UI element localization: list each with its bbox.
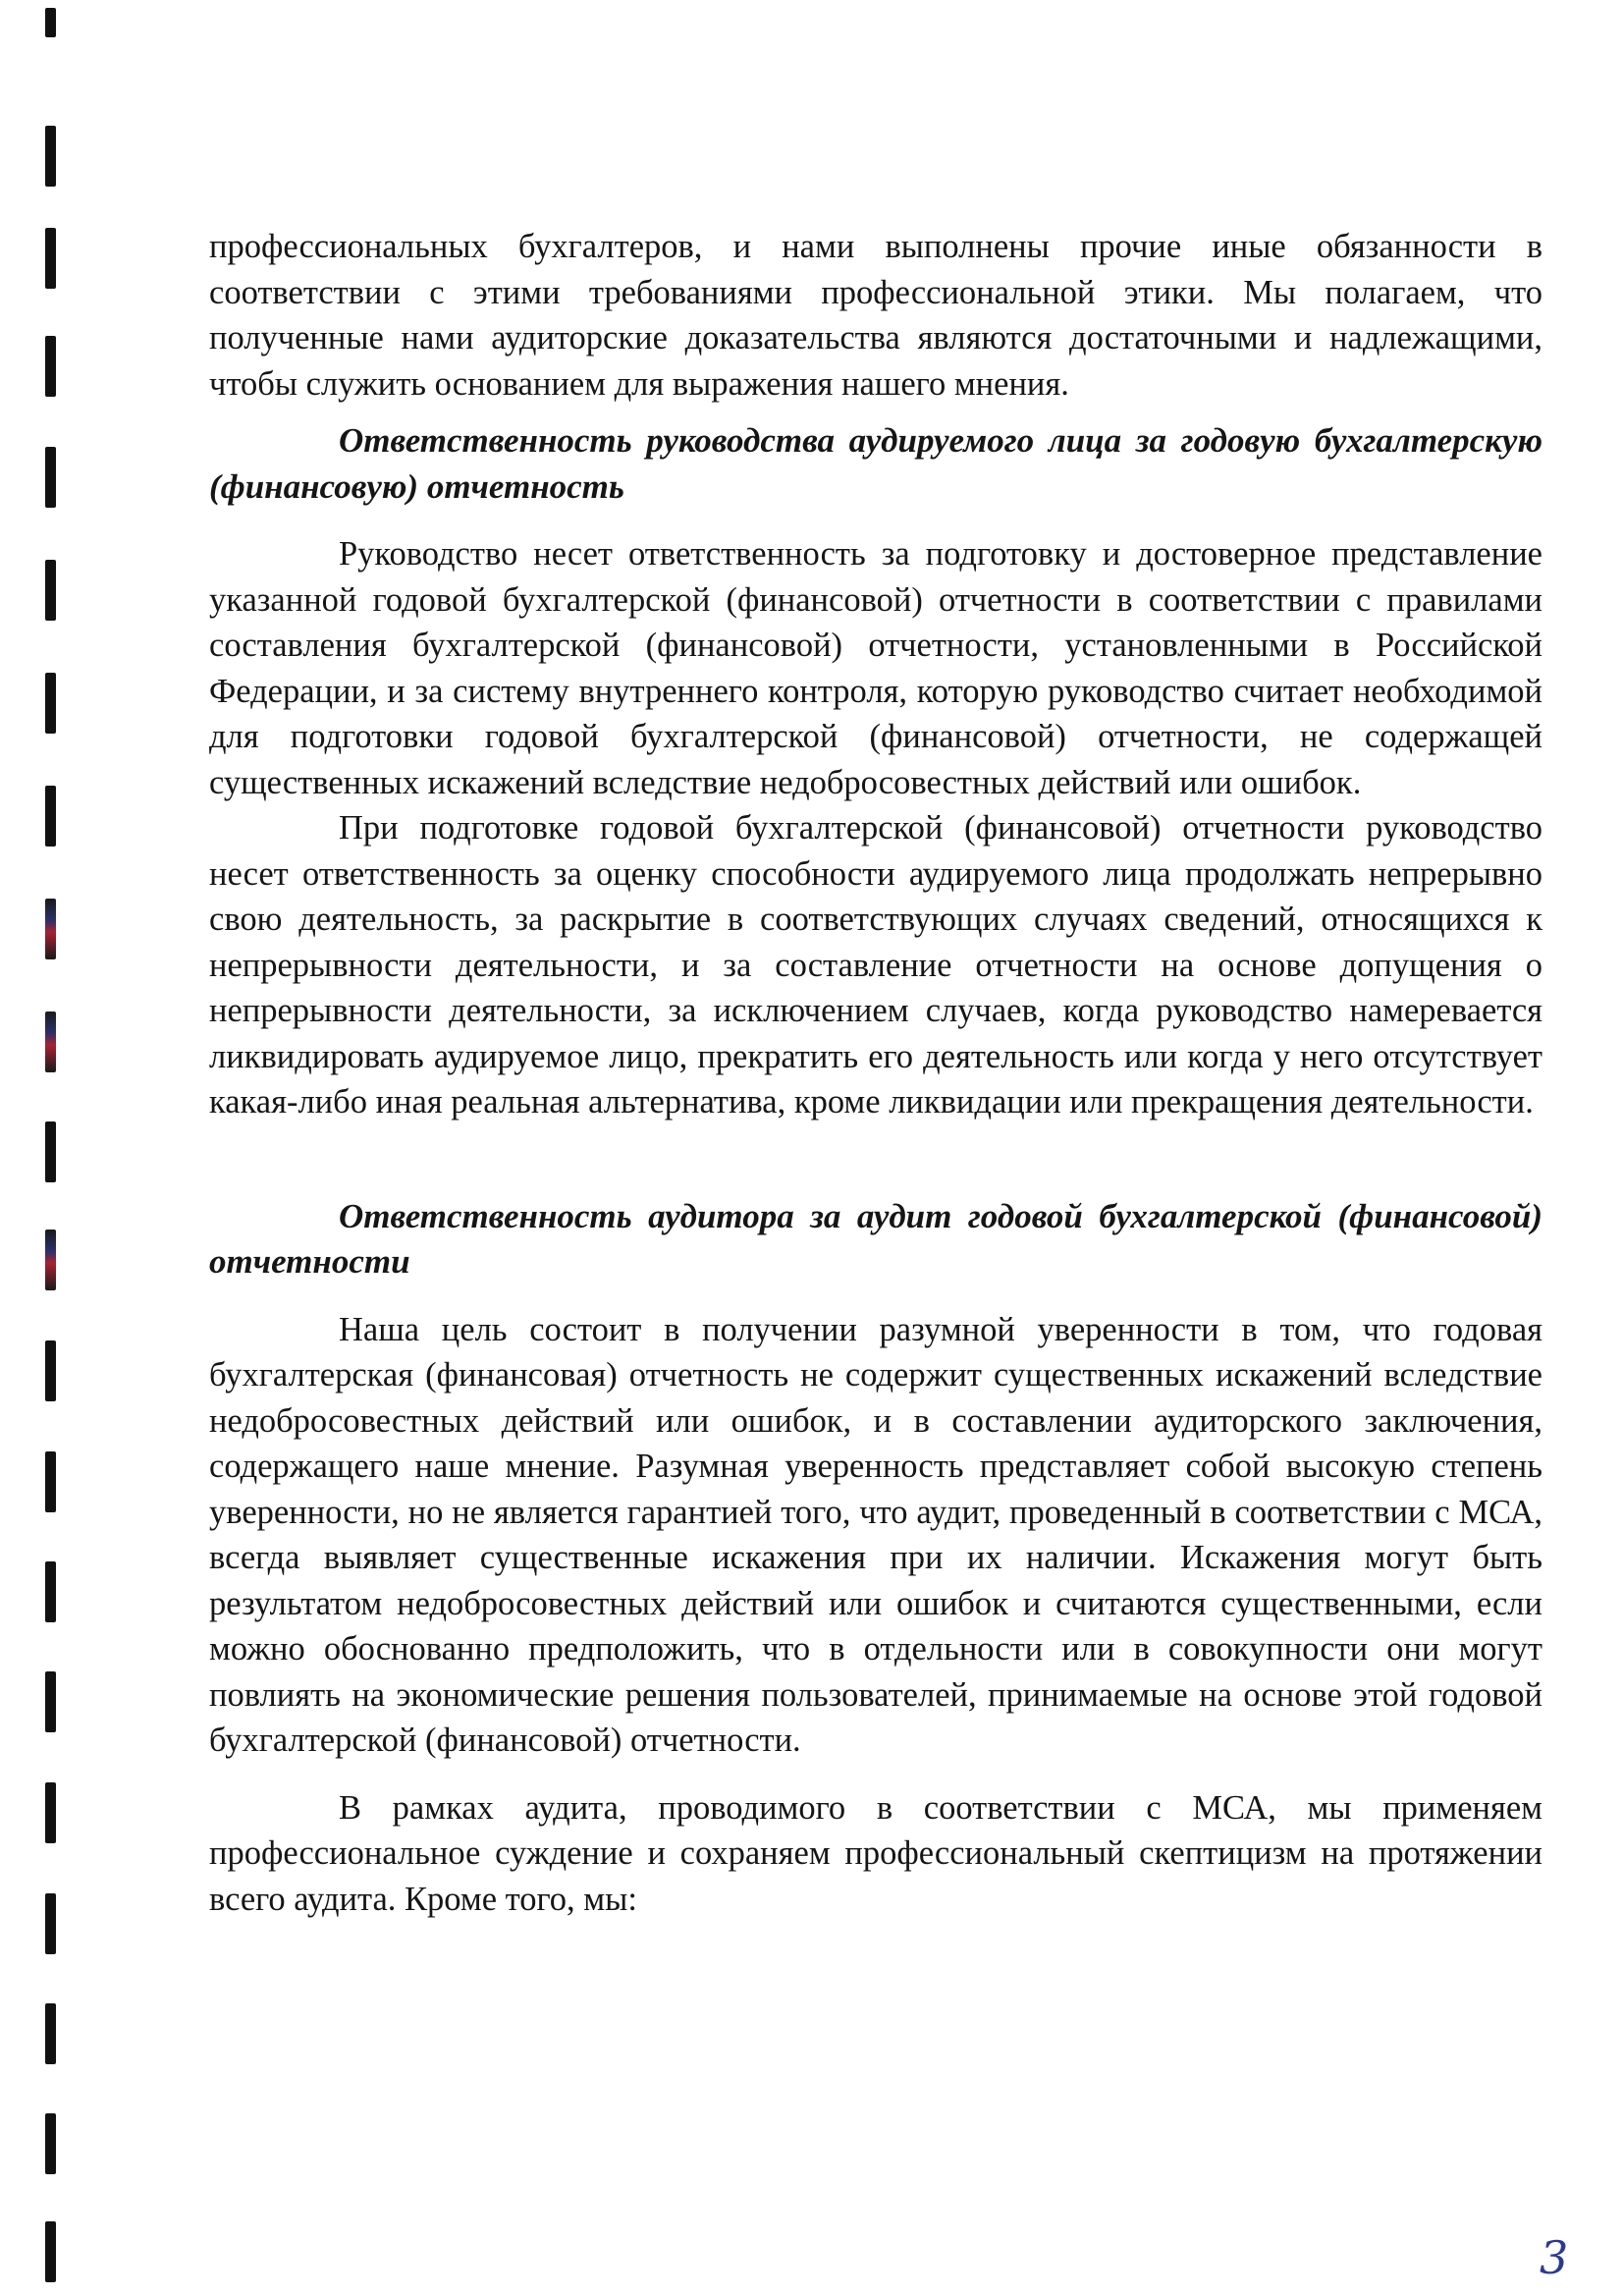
binding-hole	[45, 673, 56, 734]
binding-hole	[45, 1230, 56, 1290]
paragraph-management-responsibility: Руководство несет ответственность за подготовку и достоверное представление указанной годовой бухгалтерской (финансовой) отчетности в соответствии с правилами составления бухгалтерской (финансовой) отчетности, установленными в Российской Федерации, и за систему внутреннего контроля, которую руководство считает необходимой для подготовки годовой бухгалтерской (финансовой) отчетности, не содержащей существенных искажений вследствие недобросовестных действий или ошибок.	[209, 535, 1542, 801]
paragraph-audit-objective: Наша цель состоит в получении разумной уверенности в том, что годовая бухгалтерская (финансовая) отчетность не содержит существенных искажений вследствие недобросовестных действий или ошибок, и в составлении аудиторского заключения, содержащего наше мнение. Разумная уверенность представляет собой высокую степень уверенности, но не является гарантией того, что аудит, проведенный в соответствии с МСА, всегда выявляет существенные искажения при их наличии. Искажения могут быть результатом недобросовестных действий или ошибок и считаются существенными, если можно обоснованно предположить, что в отдельности или в совокупности они могут повлиять на экономические решения пользователей, принимаемые на основе этой годовой бухгалтерской (финансовой) отчетности.	[209, 1310, 1542, 1759]
binding-hole	[45, 2003, 56, 2064]
binding-hole	[45, 1011, 56, 1072]
page-number: 3	[1540, 2231, 1569, 2284]
binding-hole	[45, 2221, 56, 2282]
binding-hole	[45, 1340, 56, 1401]
binding-strip	[0, 0, 79, 2296]
paragraph-audit-scope: В рамках аудита, проводимого в соответствии с МСА, мы применяем профессиональное суждение и сохраняем профессиональный скептицизм на протяжении всего аудита. Кроме того, мы:	[209, 1788, 1542, 1918]
binding-hole	[45, 1782, 56, 1843]
binding-hole	[45, 447, 56, 508]
binding-hole	[45, 1893, 56, 1954]
binding-hole	[45, 126, 56, 187]
binding-hole	[45, 560, 56, 621]
binding-hole	[45, 1451, 56, 1512]
section-heading-auditor-responsibility: Ответственность аудитора за аудит годовой бухгалтерской (финансовой) отчетности	[209, 1196, 1542, 1281]
binding-hole	[45, 1121, 56, 1182]
binding-hole	[45, 786, 56, 847]
binding-hole	[45, 228, 56, 289]
document-body	[209, 224, 1542, 1922]
paragraph-continuation: профессиональных бухгалтеров, и нами выполнены прочие иные обязанности в соответствии с этими требованиями профессиональной этики. Мы полагаем, что полученные нами аудиторские доказательства являются достаточными и надлежащими, чтобы служить основанием для выражения нашего мнения.	[209, 228, 1542, 403]
binding-hole	[45, 8, 56, 37]
binding-hole	[45, 2113, 56, 2174]
binding-hole	[45, 336, 56, 397]
binding-hole	[45, 1671, 56, 1732]
section-heading-management-responsibility: Ответственность руководства аудируемого лица за годовую бухгалтерскую (финансовую) отчетность	[209, 421, 1542, 506]
binding-hole	[45, 1561, 56, 1622]
binding-hole	[45, 899, 56, 959]
paragraph-going-concern: При подготовке годовой бухгалтерской (финансовой) отчетности руководство несет ответственность за оценку способности аудируемого лица продолжать непрерывно свою деятельность, за раскрытие в соответствующих случаях сведений, относящихся к непрерывности деятельности, и за составление отчетности на основе допущения о непрерывности деятельности, за исключением случаев, когда руководство намеревается ликвидировать аудируемое лицо, прекратить его деятельность или когда у него отсутствует какая-либо иная реальная альтернатива, кроме ликвидации или прекращения деятельности.	[209, 809, 1542, 1121]
